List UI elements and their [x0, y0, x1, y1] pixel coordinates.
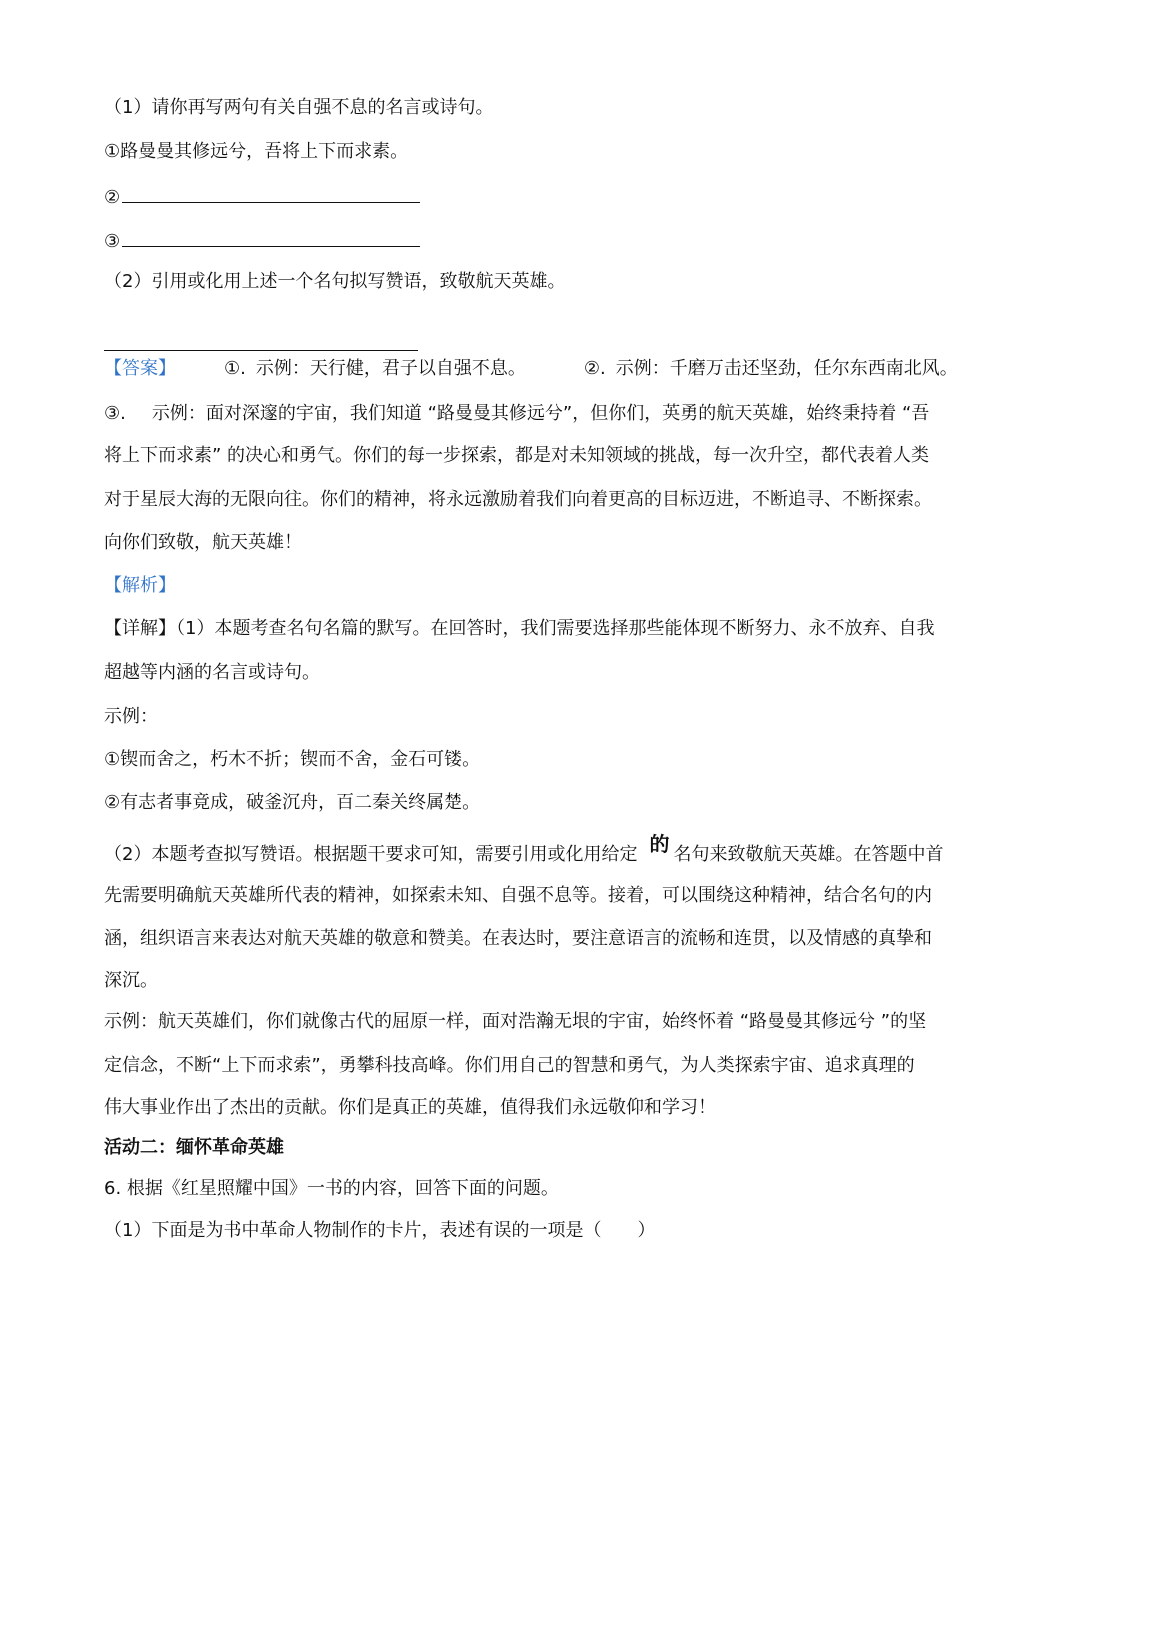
answer-2-text: 示例：千磨万击还坚劲，任尔东西南北风。: [615, 358, 958, 379]
answer-tag: 【答案】: [104, 358, 176, 379]
q1-blank-3-row: [104, 230, 420, 254]
analysis-p2-line-3: 涵，组织语言来表达对航天英雄的敬意和赞美。在表达时，要注意语言的流畅和连贯，以及情感的真挚和: [104, 928, 932, 949]
answer-3-line-4: 向你们致敬，航天英雄！: [104, 532, 302, 553]
example-2: ②有志者事竟成，破釜沉舟，百二秦关终属楚。: [104, 792, 481, 813]
analysis-p2-example-line-1: 示例：航天英雄们，你们就像古代的屈原一样，面对浩瀚无垠的宇宙，始终怀着 “路曼曼其修远兮 ”的坚: [104, 1011, 927, 1032]
example-1: ①锲而舍之，朽木不折；锲而不舍，金石可镂。: [104, 749, 481, 770]
blank-3-line[interactable]: [122, 230, 420, 247]
question-6-part-1: （1）下面是为书中革命人物制作的卡片，表述有误的一项是（ ）: [104, 1220, 656, 1241]
q1-given-quote: ①路曼曼其修远兮，吾将上下而求素。: [104, 141, 409, 162]
answer-3-text-1: 示例：面对深邃的宇宙，我们知道 “路曼曼其修远兮”，但你们，英勇的航天英雄，始终秉持着 “吾: [151, 403, 930, 424]
analysis-p2-text-1a: （2）本题考查拟写赞语。根据题干要求可知，需要引用或化用给定: [104, 844, 638, 865]
analysis-p2-line-2: 先需要明确航天英雄所代表的精神，如探索未知、自强不息等。接着，可以围绕这种精神，结合名句的内: [104, 885, 932, 906]
q1-prompt: （1）请你再写两句有关自强不息的名言或诗句。: [104, 97, 494, 118]
answer-1-text: 示例：天行健，君子以自强不息。: [255, 358, 526, 379]
analysis-p1-line-1: [104, 617, 934, 641]
analysis-p2-text-1b: 名句来致敬航天英雄。在答题中首: [673, 844, 944, 865]
answer-3-line-1: [104, 402, 929, 426]
q2-prompt: （2）引用或化用上述一个名句拟写赞语，致敬航天英雄。: [104, 271, 566, 292]
blank-3-number: ③: [104, 231, 121, 252]
answer-2-number: ②.: [583, 358, 606, 379]
analysis-p2-example-line-3: 伟大事业作出了杰出的贡献。你们是真正的英雄，值得我们永远敬仰和学习！: [104, 1097, 716, 1118]
analysis-p1-line-2: 超越等内涵的名言或诗句。: [104, 662, 320, 683]
example-label: 示例：: [104, 706, 158, 727]
analysis-tag: 【解析】: [104, 575, 176, 596]
q1-blank-2-row: [104, 186, 420, 210]
answer-3-line-2: 将上下而求素” 的决心和勇气。你们的每一步探索，都是对未知领域的挑战，每一次升空，都代表着人类: [104, 445, 930, 466]
q2-answer-line[interactable]: [104, 350, 418, 351]
answer-1-number: ①.: [224, 358, 246, 379]
question-6: 6. 根据《红星照耀中国》一书的内容，回答下面的问题。: [104, 1178, 559, 1199]
blank-2-line[interactable]: [122, 186, 420, 203]
analysis-p2-line-4: 深沉。: [104, 970, 158, 991]
answer-row-1: [104, 357, 958, 381]
activity-2-title: 活动二：缅怀革命英雄: [104, 1137, 284, 1158]
blank-2-number: ②: [104, 187, 121, 208]
answer-3-line-3: 对于星辰大海的无限向往。你们的精神，将永远激励着我们向着更高的目标迈进，不断追寻、不断探索。: [104, 489, 932, 510]
raised-character: 的: [649, 832, 670, 856]
detail-tag: 【详解】: [104, 618, 176, 639]
analysis-p2-line-1: [104, 832, 944, 867]
analysis-p1-text-1: （1）本题考查名句名篇的默写。在回答时，我们需要选择那些能体现不断努力、永不放弃、自我: [176, 618, 935, 639]
answer-3-number: ③.: [104, 403, 126, 424]
analysis-p2-example-line-2: 定信念，不断“上下而求索”，勇攀科技高峰。你们用自己的智慧和勇气，为人类探索宇宙、追求真理的: [104, 1055, 915, 1076]
